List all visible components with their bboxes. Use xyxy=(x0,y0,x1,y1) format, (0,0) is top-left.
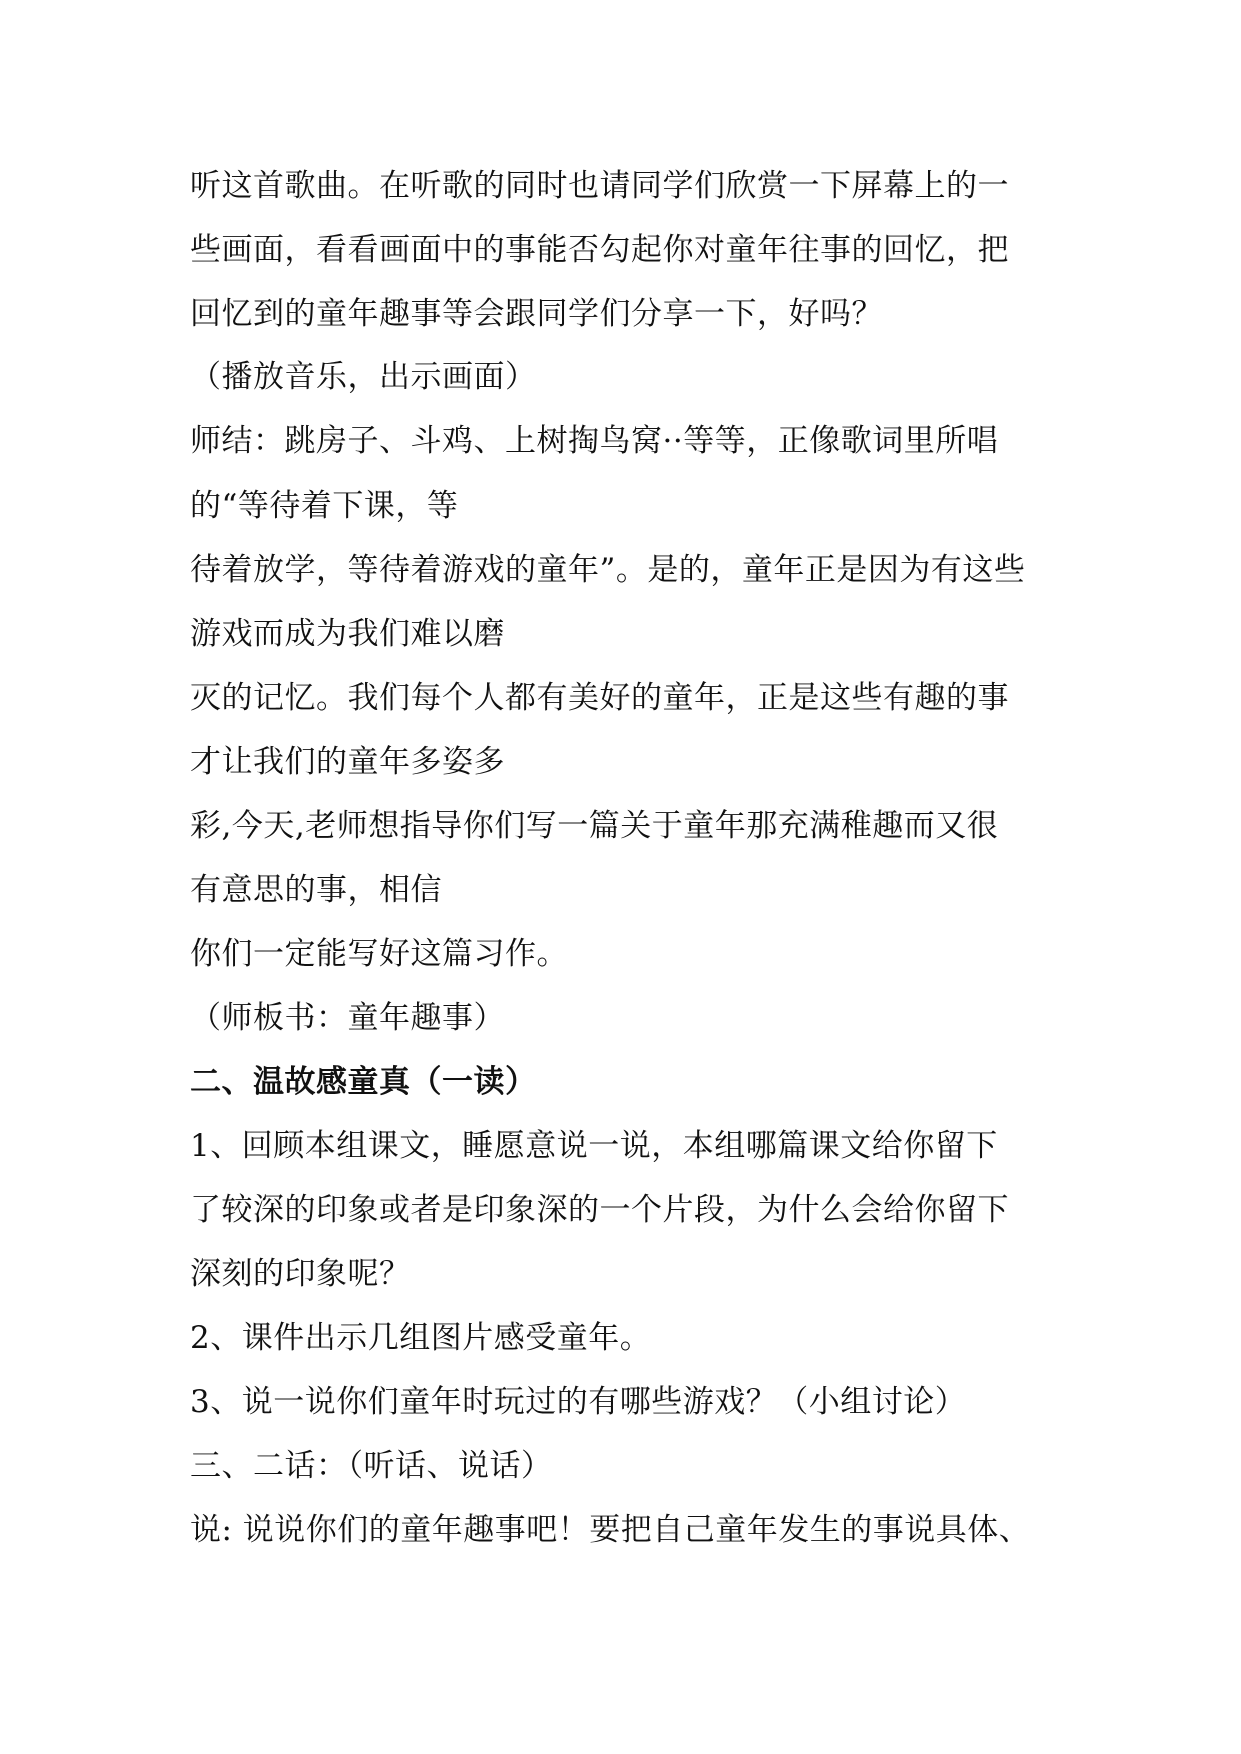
text-line: 了较深的印象或者是印象深的一个片段，为什么会给你留下 xyxy=(190,1192,1009,1228)
text-line: 有意思的事，相信 xyxy=(190,872,442,908)
text-line: 回忆到的童年趣事等会跟同学们分享一下，好吗？ xyxy=(190,296,883,332)
text-line: 的“等待着下课，等 xyxy=(190,488,459,524)
text-line: 待着放学，等待着游戏的童年”。是的，童年正是因为有这些 xyxy=(190,552,1026,588)
section-heading: 二、温故感童真（一读） xyxy=(190,1064,537,1100)
text-line: （播放音乐，出示画面） xyxy=(190,359,537,395)
text-line: 才让我们的童年多姿多 xyxy=(190,744,505,780)
text-line: 听这首歌曲。在听歌的同时也请同学们欣赏一下屏幕上的一 xyxy=(190,168,1009,204)
text-line: 你们一定能写好这篇习作。 xyxy=(190,936,568,972)
text-line: 师结：跳房子、斗鸡、上树掏鸟窝··等等，正像歌词里所唱 xyxy=(190,423,999,459)
text-line: 2、课件出示几组图片感受童年。 xyxy=(190,1320,652,1356)
text-line: 3、说一说你们童年时玩过的有哪些游戏？（小组讨论） xyxy=(190,1384,967,1420)
section-heading: 三、二话：（听话、说话） xyxy=(190,1448,553,1484)
text-line: 游戏而成为我们难以磨 xyxy=(190,616,505,652)
text-line: 灭的记忆。我们每个人都有美好的童年，正是这些有趣的事 xyxy=(190,680,1009,716)
text-line: 深刻的印象呢？ xyxy=(190,1256,411,1292)
text-line: （师板书：童年趣事） xyxy=(190,1000,505,1036)
text-line: 说: 说说你们的童年趣事吧！要把自己童年发生的事说具体、 xyxy=(190,1512,1031,1548)
text-line: 彩,今天,老师想指导你们写一篇关于童年那充满稚趣而又很 xyxy=(190,808,999,844)
text-line: 些画面，看看画面中的事能否勾起你对童年往事的回忆，把 xyxy=(190,232,1009,268)
text-line: 1、回顾本组课文，睡愿意说一说，本组哪篇课文给你留下 xyxy=(190,1128,998,1164)
